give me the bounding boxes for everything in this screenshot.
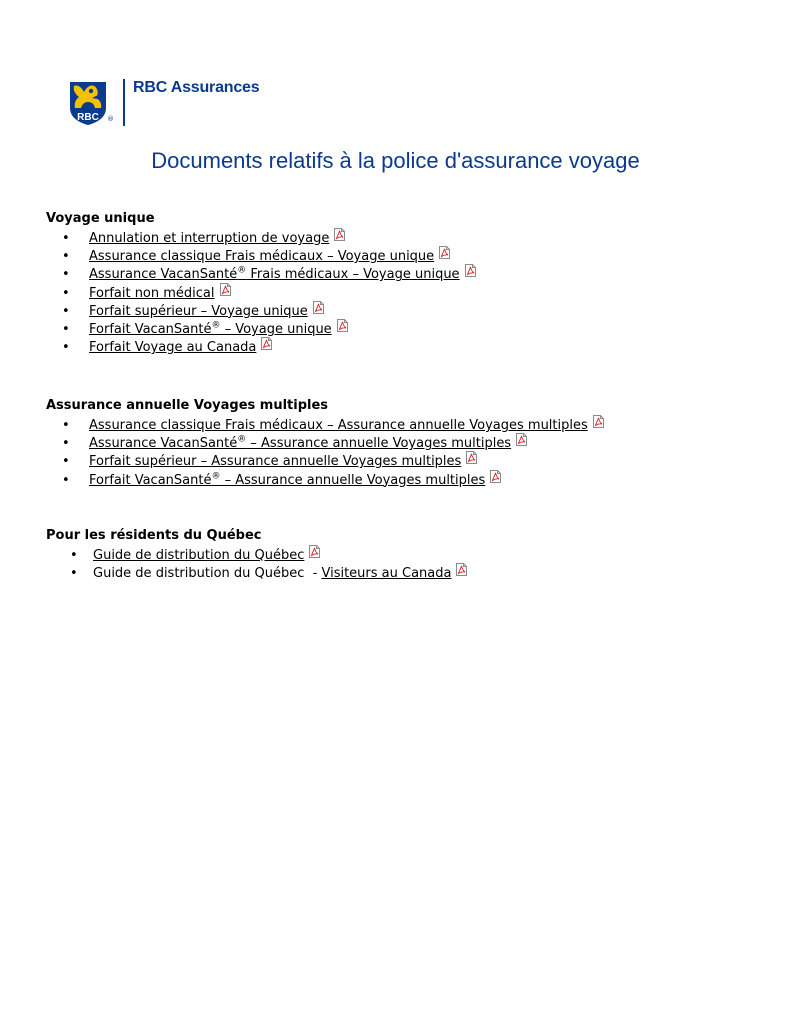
- section-residents-quebec: [46, 528, 746, 583]
- document-link[interactable]: [89, 473, 485, 488]
- section-heading: Assurance annuelle Voyages multiples: [46, 398, 329, 413]
- document-link[interactable]: [89, 436, 511, 451]
- logo-divider: [123, 79, 125, 126]
- pdf-icon[interactable]: [593, 415, 604, 434]
- document-link[interactable]: Forfait Voyage au Canada: [89, 340, 257, 356]
- document-link[interactable]: Forfait supérieur – Assurance annuelle Voyages multiples: [89, 454, 462, 470]
- pdf-icon[interactable]: [337, 319, 348, 338]
- document-list: [46, 417, 746, 490]
- list-item: [46, 453, 746, 471]
- document-list: [46, 230, 746, 357]
- pdf-icon[interactable]: [516, 433, 527, 452]
- pdf-icon[interactable]: [456, 563, 467, 582]
- bullet: •: [70, 566, 78, 582]
- pdf-icon[interactable]: [439, 246, 450, 265]
- list-item: [46, 417, 746, 435]
- pdf-icon[interactable]: [466, 451, 477, 470]
- document-link[interactable]: [89, 322, 332, 337]
- link-text: – Assurance annuelle Voyages multiples: [246, 436, 512, 452]
- rbc-logo[interactable]: [68, 78, 258, 128]
- document-link[interactable]: Assurance classique Frais médicaux – Assurance annuelle Voyages multiples: [89, 418, 588, 433]
- pdf-icon[interactable]: [313, 301, 324, 320]
- document-link[interactable]: Visiteurs au Canada: [321, 566, 452, 582]
- item-prefix-text: Guide de distribution du Québec -: [93, 566, 322, 582]
- list-item: [46, 472, 746, 490]
- section-heading: Voyage unique: [46, 211, 155, 226]
- document-link[interactable]: [89, 267, 460, 282]
- bullet: •: [62, 267, 70, 283]
- bullet: •: [62, 418, 70, 433]
- registered-mark: ®: [211, 471, 221, 482]
- registered-mark: ®: [237, 266, 247, 277]
- document-link[interactable]: Guide de distribution du Québec: [93, 548, 305, 563]
- document-list: [46, 547, 746, 583]
- pdf-icon[interactable]: [309, 545, 320, 564]
- rbc-lion-shield-icon: [68, 80, 108, 126]
- document-link[interactable]: Annulation et interruption de voyage: [89, 231, 330, 246]
- registered-mark: ®: [237, 434, 247, 445]
- bullet: •: [62, 285, 70, 301]
- bullet: •: [62, 472, 70, 488]
- registered-mark: ®: [211, 320, 221, 331]
- list-item: [46, 435, 746, 453]
- link-text: – Voyage unique: [220, 321, 332, 337]
- bullet: •: [62, 454, 70, 470]
- page-title: Documents relatifs à la police d'assurance voyage: [151, 148, 640, 173]
- bullet: •: [62, 321, 70, 337]
- pdf-icon[interactable]: [490, 470, 501, 489]
- list-item: [46, 565, 746, 583]
- list-item: [46, 248, 746, 266]
- list-item: [46, 321, 746, 339]
- logo-registered-mark: ®: [107, 115, 114, 123]
- document-link[interactable]: Forfait non médical: [89, 285, 215, 301]
- link-text: Frais médicaux – Voyage unique: [246, 267, 460, 283]
- list-item: [46, 266, 746, 284]
- section-heading: Pour les résidents du Québec: [46, 528, 262, 543]
- link-text: – Assurance annuelle Voyages multiples: [220, 472, 486, 488]
- section-voyages-multiples: [46, 398, 746, 490]
- pdf-icon[interactable]: [334, 228, 345, 247]
- pdf-icon[interactable]: [261, 337, 272, 356]
- link-text: Assurance VacanSanté: [89, 267, 238, 283]
- document-link[interactable]: Assurance classique Frais médicaux – Voyage unique: [89, 249, 435, 265]
- pdf-icon[interactable]: [465, 264, 476, 283]
- bullet: •: [70, 548, 78, 563]
- list-item: [46, 339, 746, 357]
- bullet: •: [62, 303, 70, 319]
- link-text: Forfait VacanSanté: [89, 321, 212, 337]
- pdf-icon[interactable]: [220, 283, 231, 302]
- section-voyage-unique: [46, 211, 746, 357]
- link-text: Forfait VacanSanté: [89, 472, 212, 488]
- bullet: •: [62, 436, 70, 452]
- bullet: •: [62, 340, 70, 356]
- document-link[interactable]: Forfait supérieur – Voyage unique: [89, 303, 308, 319]
- list-item: [46, 547, 746, 565]
- brand-name: RBC Assurances: [133, 79, 260, 96]
- bullet: •: [62, 231, 70, 246]
- bullet: •: [62, 249, 70, 265]
- list-item: [46, 230, 746, 248]
- logo-rbc-text: RBC: [77, 112, 99, 123]
- link-text: Assurance VacanSanté: [89, 436, 238, 452]
- list-item: [46, 285, 746, 303]
- list-item: [46, 303, 746, 321]
